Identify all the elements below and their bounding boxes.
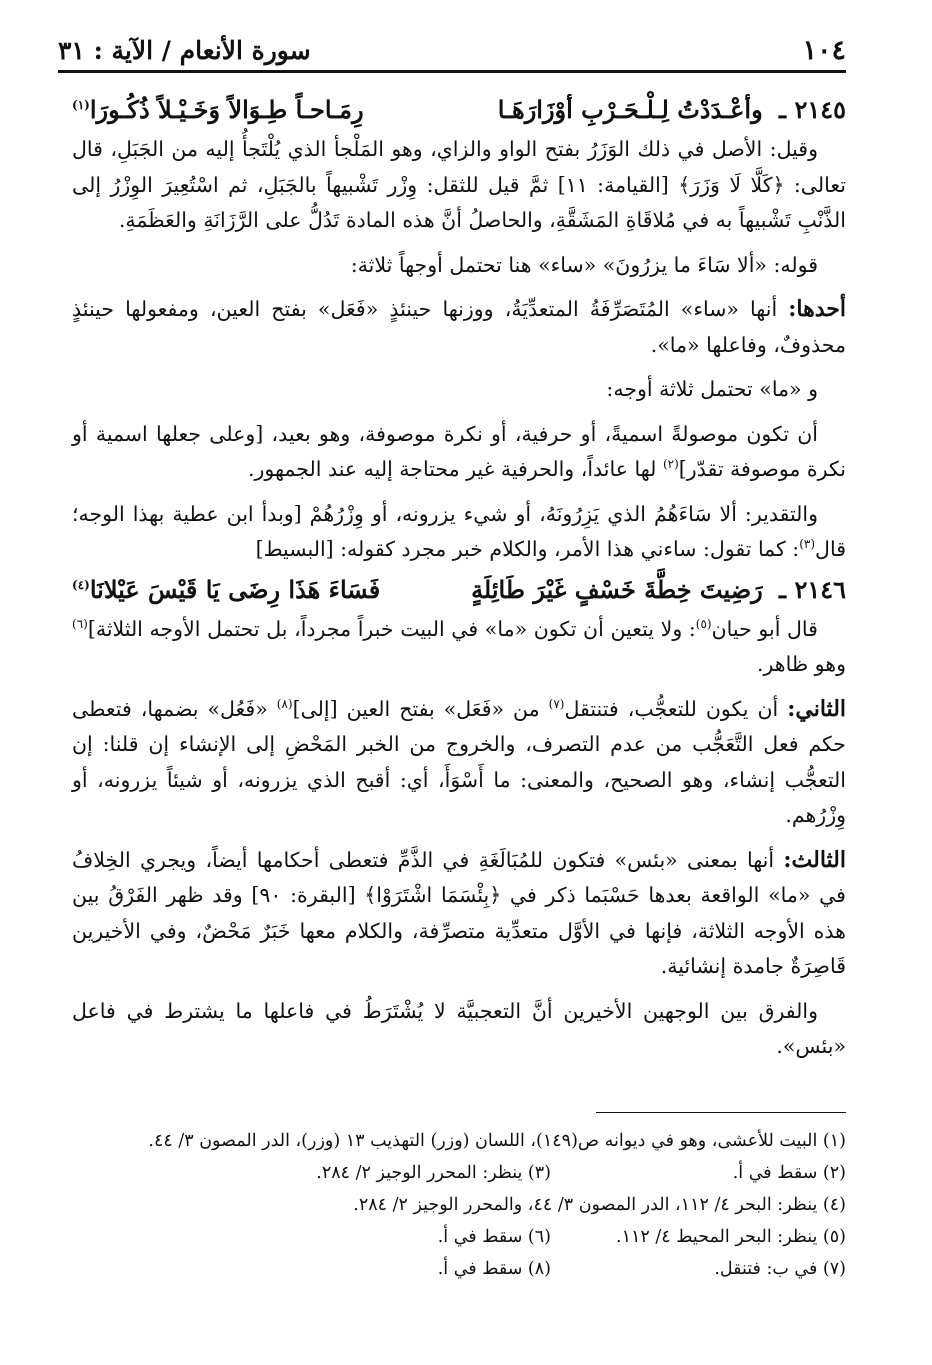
- text-line: اسمية أو نكرة موصوفة تقدّر]: [72, 421, 846, 481]
- text-line: الفَرْقُ بين هذه الأوجه الثلاثة، فإنها في الأوَّل متعدِّية متصرِّفة، والكلام معها خَبَرٌ: [72, 883, 846, 943]
- verse-number: ٢١٤٥ ـ: [779, 95, 846, 124]
- text-line: من «فَعَل» بفتح العين [إلى]: [292, 696, 549, 721]
- text-line: وقيل: الأصل في ذلك الوَزَرُ بفتح الواو والزاي، وهو المَلْجأ الذي يُلْتَجأُ إليه من: [171, 137, 818, 161]
- paragraph-ma-aspects: و «ما» تحتمل ثلاثة أوجه:: [606, 377, 818, 401]
- footnote-3: (٣) ينظر: المحرر الوجيز ٢/ ٢٨٤.: [316, 1163, 551, 1183]
- footnote-row: [72, 1157, 846, 1189]
- paragraph-taqdir: [72, 497, 846, 568]
- text-line: الرَّزَانَةِ والعَظَمَةِ.: [118, 208, 259, 232]
- text-line: الجَبَلِ، قال تعالى: ﴿كَلَّا لَا وَزَرَ﴾ [القيامة: ١١] ثمَّ قيل للثقل: وِزْر تَشْبيهاً بالجَبَلِ، ثم: [72, 137, 846, 197]
- footnote-ref: (٥): [695, 616, 712, 631]
- paragraph-second-aspect: [72, 692, 846, 834]
- footnote-1: (١) البيت للأعشى، وهو في ديوانه ص(١٤٩)، اللسان (وزر) التهذيب ١٣ (وزر)، الدر المصون ٣/ ٤٤.: [148, 1131, 846, 1151]
- main-text: [72, 88, 846, 1065]
- text-line: حينئذٍ محذوفٌ، وفاعلها «ما».: [72, 297, 846, 357]
- running-title: سورة الأنعام / الآية : ٣١: [58, 35, 311, 65]
- footnote-7: (٧) في ب: فتنقل.: [714, 1259, 846, 1279]
- footnote-ref: (٤): [72, 577, 90, 592]
- footnote-4: (٤) ينظر: البحر ٤/ ١١٢، الدر المصون ٣/ ٤٤، والمحرر الوجيز ٢/ ٢٨٤.: [353, 1195, 846, 1215]
- text-line: والتقدير: ألا سَاءَهُمُ الذي يَزِرُونَهُ، أو شيء يزرونه، أو وِزْرُهُمْ [وبدأ ابن عطية: [172, 501, 818, 526]
- text-line: الخِلافُ في «ما» الواقعة بعدها حَسْبَما ذكر في ﴿بِئْسَمَا اشْتَرَوْا﴾ [البقرة: ٩٠] وقد ظهر: [72, 847, 846, 907]
- text-line: أنها «ساء» المُتَصَرِّفَةُ المتعدِّيَةُ، ووزنها حينئذٍ «فَعَل» بفتح العين، ومفعولها: [125, 297, 778, 321]
- text-line: أن يكون للتعجُّب، فتنتقل: [564, 696, 779, 721]
- paragraph-difference: والفرق بين الوجهين الأخيرين أنَّ التعجبيَّة لا يُشْتَرَطُ في فاعلها ما يشترط في فاعل «بئس».: [72, 998, 846, 1058]
- paragraph-qawluhu: قوله: «ألا سَاءَ ما يزرُونَ» «ساء» هنا تحتمل أوجهاً ثلاثة:: [350, 252, 818, 277]
- footnote-ref: (٣): [799, 537, 816, 552]
- text-line: : ولا يتعين أن تكون «ما» في البيت خبراً مجرداً، بل تحتمل: [207, 616, 696, 641]
- text-line: الإنشاء إن قلنا: إن التعجُّب إنشاء، وهو الصحيح، والمعنى: ما أَسْوَأَ، أي: أقبح الذي: [72, 732, 846, 792]
- page-number: ١٠٤: [802, 34, 846, 66]
- text-line: أن تكون موصولةً اسميةً، أو حرفية، أو نكرة موصوفة، وهو بعيد، [وعلى جعلها: [156, 421, 818, 446]
- section-label: أحدها:: [788, 296, 846, 322]
- verse-number: ٢١٤٦ ـ: [779, 574, 846, 604]
- footnote-5: (٥) ينظر: البحر المحيط ٤/ ١١٢.: [616, 1227, 846, 1247]
- footnote-6: (٦) سقط في أ.: [437, 1227, 551, 1247]
- text-line: بضمها، فتعطى حكم فعل التَّعَجُّب من عدم التصرف، والخروج من الخبر المَحْضِ إلى: [72, 696, 846, 756]
- text-line: «فَعُل»: [207, 696, 277, 721]
- verse-second-hemistich: فَسَاءَ هَذَا رِضَى يَا قَيْسَ عَيْلانَا: [89, 574, 381, 604]
- text-line: الأوجه الثلاثة]: [87, 616, 201, 641]
- paragraph-third-aspect: [72, 843, 846, 985]
- text-line: بهذا الوجه؛ قال: [72, 501, 846, 561]
- verse-first-hemistich: رَضِيتَ خِطَّةَ خَسْفٍ غَيْرَ طَائِلَةٍ: [471, 574, 763, 604]
- verse-second-hemistich: رِمَـاحـاً طِـوَالاً وَخَـيْـلاً ذُكُـورَا: [89, 95, 364, 124]
- footnote-separator: [596, 1112, 846, 1113]
- footnote-ref: (١): [72, 98, 90, 112]
- paragraph-first-aspect: [72, 292, 846, 363]
- paragraph-relative: [72, 417, 846, 488]
- text-line: : كما تقول: ساءني هذا الأمر، والكلام خبر مجرد كقوله: [البسيط]: [255, 537, 800, 561]
- text-line: أنها بمعنى «بئس» فتكون للمُبَالَغَةِ في الذَّمِّ فتعطى أحكامها أيضاً، ويجري: [139, 847, 775, 872]
- footnote-ref: (٢): [662, 457, 679, 472]
- text-line: وهو ظاهر.: [756, 652, 846, 676]
- footnote-row: [72, 1221, 846, 1253]
- text-line: مَحْضٌ، وفي الأخيرين قَاصِرَةٌ جامدة إنشائية.: [72, 918, 846, 978]
- footnote-row: [72, 1253, 846, 1285]
- footnote-ref: (٦): [72, 616, 88, 631]
- text-line: يزرونه، أو شيئاً يزرونه، أو وِزْرُهم.: [72, 767, 846, 827]
- footnotes: [72, 1125, 846, 1285]
- text-line: اسْتُعِيرَ الوِزْرُ إلى الذَّنْبِ تَشْبيهاً به في مُلاقَاةِ المَشَقَّةِ، والحاصلُ أنَّ هذه المادة تَدُلُّ على: [72, 172, 846, 232]
- paragraph-abu-hayyan: [72, 612, 846, 683]
- text-line: قال أبو حيان: [711, 616, 818, 641]
- page-header: [58, 30, 846, 73]
- paragraph-wazar: [72, 132, 846, 239]
- section-label: الثالث:: [783, 846, 846, 873]
- footnote-2: (٢) سقط في أ.: [732, 1163, 846, 1183]
- footnote-ref: (٧): [548, 696, 565, 711]
- verse-2146: [72, 570, 846, 610]
- section-label: الثاني:: [787, 695, 847, 722]
- text-line: لها عائداً، والحرفية غير محتاجة إليه عند الجمهور.: [247, 457, 657, 481]
- verse-first-hemistich: وأعْـدَدْتُ لِـلْـحَـرْبِ أوْزَارَهَـا: [497, 95, 763, 124]
- verse-2145: [72, 90, 846, 130]
- footnote-ref: (٨): [276, 696, 293, 711]
- footnote-8: (٨) سقط في أ.: [437, 1259, 551, 1279]
